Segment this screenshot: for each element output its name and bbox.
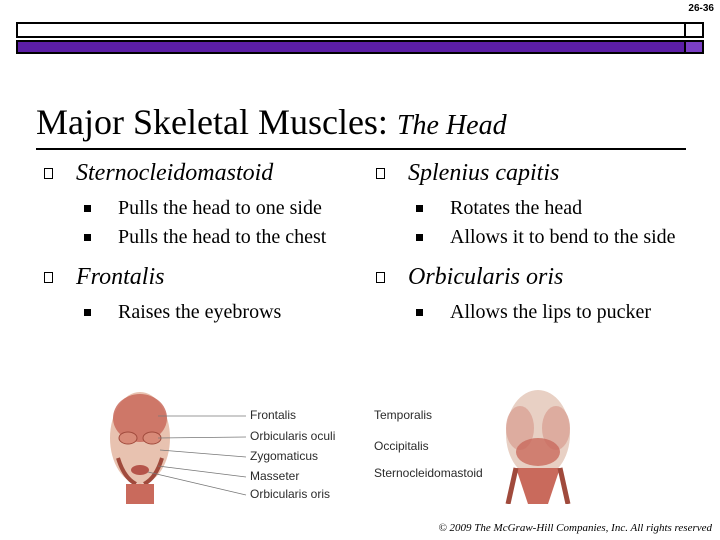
muscle-heading: Sternocleidomastoid [76, 160, 274, 186]
slide-number: 26-36 [688, 3, 714, 14]
muscle-action: Pulls the head to one side [118, 194, 340, 223]
muscle-action: Rotates the head [450, 194, 702, 223]
figure-label: Orbicularis oris [250, 487, 331, 501]
muscle-heading: Orbicularis oris [408, 264, 564, 290]
figure-label: Frontalis [250, 408, 297, 422]
muscle-item-orbicularis-oris [372, 262, 702, 327]
page-title [36, 100, 507, 148]
copyright-notice: © 2009 The McGraw-Hill Companies, Inc. All rights reserved [438, 522, 712, 534]
square-bullet-icon [416, 309, 423, 316]
figure-label: Orbicularis oculi [250, 429, 336, 443]
muscle-heading: Frontalis [76, 264, 165, 290]
muscle-action: Pulls the head to the chest [118, 223, 340, 252]
square-bullet-icon [84, 234, 91, 241]
back-head-muscle-figure [370, 388, 602, 504]
square-bullet-icon [84, 205, 91, 212]
figure-label: Occipitalis [374, 439, 429, 453]
title-sub: The Head [396, 110, 507, 141]
title-main: Major Skeletal Muscles: [36, 102, 388, 142]
right-column [372, 158, 702, 337]
muscle-heading: Splenius capitis [408, 160, 560, 186]
square-bullet-icon [416, 234, 423, 241]
square-bullet-icon [84, 309, 91, 316]
header-bar-top-end [684, 24, 702, 36]
figure-label: Temporalis [374, 408, 433, 422]
square-bullet-icon [416, 205, 423, 212]
left-column [40, 158, 340, 337]
header-bar-accent-end [684, 42, 702, 52]
muscle-action: Allows it to bend to the side [450, 223, 702, 252]
hollow-square-bullet-icon [376, 272, 385, 283]
muscle-action: Raises the eyebrows [118, 298, 340, 327]
header-bar-top [16, 22, 704, 38]
header-bar-accent [16, 40, 704, 54]
muscle-item-sternocleidomastoid [40, 158, 340, 252]
figure-label: Sternocleidomastoid [374, 466, 483, 480]
figure-label: Masseter [250, 469, 300, 483]
title-divider [36, 148, 686, 150]
muscle-item-splenius-capitis [372, 158, 702, 252]
figure-label: Zygomaticus [250, 449, 319, 463]
hollow-square-bullet-icon [44, 168, 53, 179]
muscle-action: Allows the lips to pucker [450, 298, 702, 327]
hollow-square-bullet-icon [44, 272, 53, 283]
hollow-square-bullet-icon [376, 168, 385, 179]
front-head-muscle-figure [108, 388, 342, 504]
muscle-item-frontalis [40, 262, 340, 327]
